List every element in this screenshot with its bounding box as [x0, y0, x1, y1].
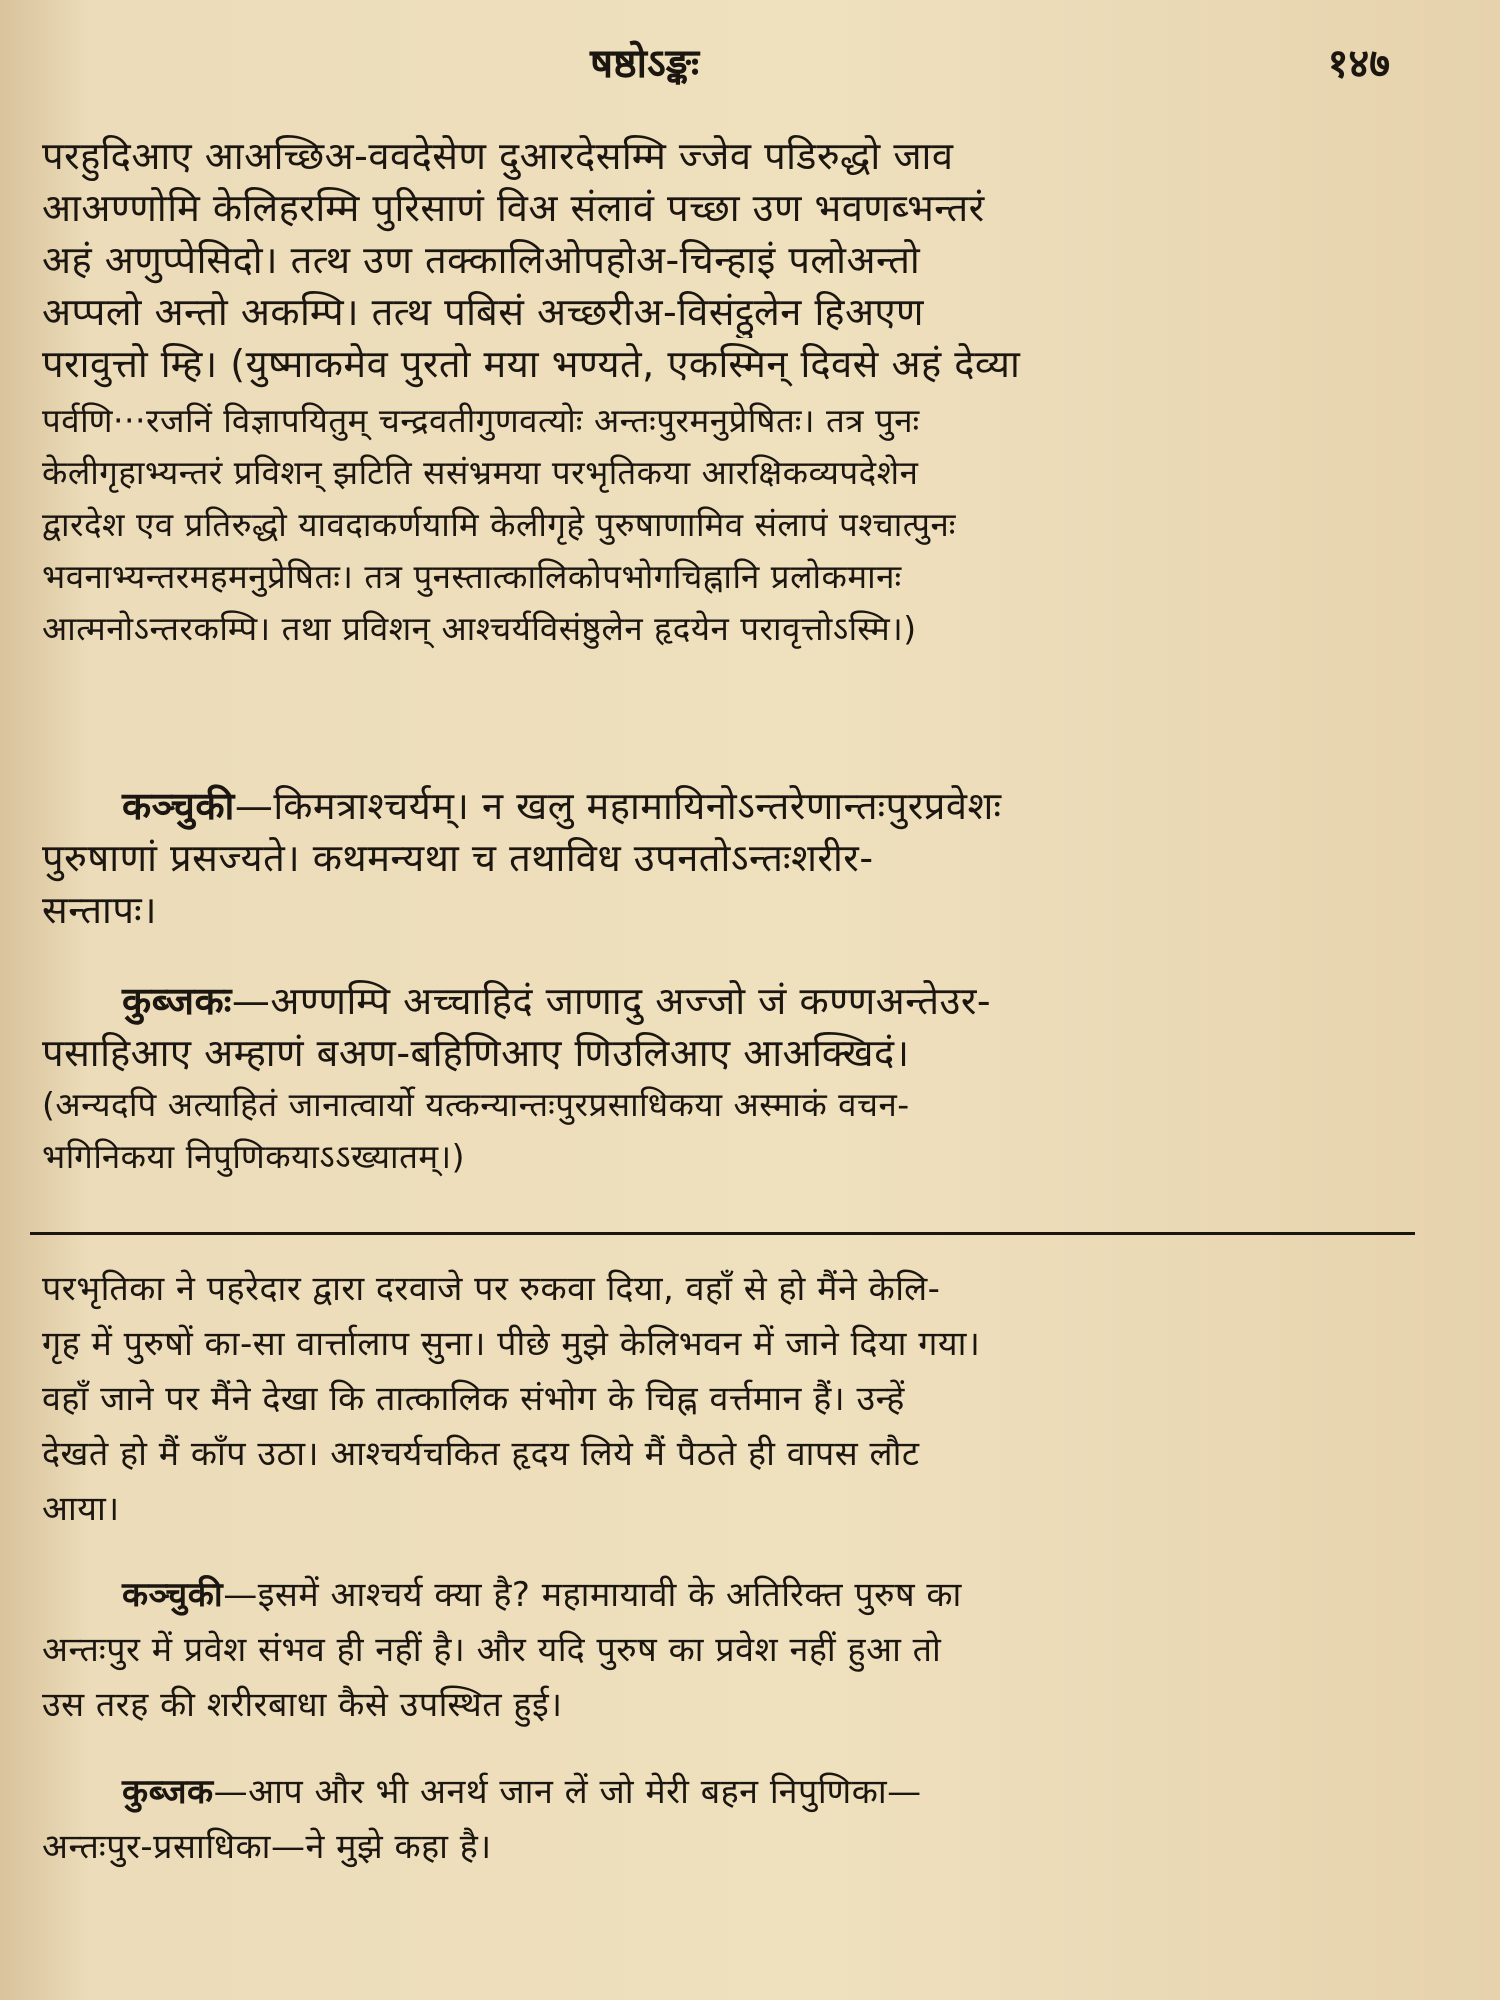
text-line: पुरुषाणां प्रसज्यते। कथमन्यथा च तथाविध उपनतोऽन्तःशरीर- — [42, 836, 874, 880]
text-line: पर्वणि···रजनिं विज्ञापयितुम् चन्द्रवतीगुणवत्योः अन्तःपुरमनुप्रेषितः। तत्र पुनः — [42, 401, 920, 440]
running-head: षष्ठोऽङ्कः — [590, 41, 700, 87]
speech-text: —किमत्राश्चर्यम्। न खलु महामायिनोऽन्तरेणान्तःपुरप्रवेशः — [234, 784, 1002, 828]
text-line: वहाँ जाने पर मैंने देखा कि तात्कालिक संभोग के चिह्न वर्त्तमान हैं। उन्हें — [42, 1379, 905, 1419]
hindi-kanchuki — [42, 1568, 1387, 1733]
text-line: गृह में पुरुषों का-सा वार्त्तालाप सुना। पीछे मुझे केलिभवन में जाने दिया गया। — [42, 1324, 981, 1364]
text-line — [42, 1568, 1387, 1623]
text-line: परभृतिका ने पहरेदार द्वारा दरवाजे पर रुकवा दिया, वहाँ से हो मैंने केलि- — [42, 1269, 941, 1309]
text-line: केलीगृहाभ्यन्तरं प्रविशन् झटिति ससंभ्रमया परभृतिकया आरक्षिकव्यपदेशेन — [42, 453, 919, 492]
speaker-name: कुब्जकः — [122, 979, 232, 1023]
speech-text: —आप और भी अनर्थ जान लें जो मेरी बहन निपुणिका— — [213, 1772, 922, 1812]
speaker-name: कञ्चुकी — [122, 784, 235, 828]
text-line — [42, 975, 1387, 1027]
text-line: भगिनिकया निपुणिकयाऽऽख्यातम्।) — [42, 1137, 465, 1176]
speaker-name: कञ्चुकी — [122, 1575, 224, 1615]
text-line: आया। — [42, 1489, 120, 1529]
text-line: परावुत्तो म्हि। (युष्माकमेव पुरतो मया भण्यते, एकस्मिन् दिवसे अहं देव्या — [42, 342, 1021, 386]
speech-text: —इसमें आश्चर्य क्या है? महामायावी के अतिरिक्त पुरुष का — [223, 1575, 962, 1615]
kanchuki-speech — [42, 780, 1387, 936]
text-line: आअण्णोमि केलिहरम्मि पुरिसाणं विअ संलावं पच्छा उण भवणब्भन्तरं — [42, 186, 985, 230]
text-line: पसाहिआए अम्हाणं बअण-बहिणिआए णिउलिआए आअक्खिदं। — [42, 1031, 910, 1075]
section-divider — [30, 1232, 1415, 1235]
text-line: अन्तःपुर-प्रसाधिका—ने मुझे कहा है। — [42, 1827, 492, 1867]
prakrit-passage — [42, 130, 1387, 390]
text-line: अप्पलो अन्तो अकम्पि। तत्थ पबिसं अच्छरीअ-विसंट्ठुलेन हिअएण — [42, 290, 924, 334]
sanskrit-chaya — [42, 395, 1387, 655]
text-line: (अन्यदपि अत्याहितं जानात्वार्यो यत्कन्यान्तःपुरप्रसाधिकया अस्माकं वचन- — [42, 1085, 910, 1124]
text-line: भवनाभ्यन्तरमहमनुप्रेषितः। तत्र पुनस्तात्कालिकोपभोगचिह्नानि प्रलोकमानः — [42, 557, 902, 596]
text-line: अन्तःपुर में प्रवेश संभव ही नहीं है। और यदि पुरुष का प्रवेश नहीं हुआ तो — [42, 1630, 942, 1670]
page-header — [0, 28, 1500, 98]
speech-text: —अण्णम्पि अच्चाहिदं जाणादु अज्जो जं कण्णअन्तेउर- — [231, 979, 992, 1023]
page-number: १४७ — [1327, 41, 1390, 87]
text-line: अहं अणुप्पेसिदो। तत्थ उण तक्कालिओपहोअ-चिन्हाइं पलोअन्तो — [42, 238, 921, 282]
speaker-name: कुब्जक — [122, 1772, 214, 1812]
text-line: देखते हो मैं काँप उठा। आश्चर्यचकित हृदय लिये मैं पैठते ही वापस लौट — [42, 1434, 920, 1474]
hindi-translation — [42, 1262, 1387, 1537]
text-line — [42, 780, 1387, 832]
text-line: द्वारदेश एव प्रतिरुद्धो यावदाकर्णयामि केलीगृहे पुरुषाणामिव संलापं पश्चात्पुनः — [42, 505, 956, 544]
text-line: परहुदिआए आअच्छिअ-ववदेसेण दुआरदेसम्मि ज्जेव पडिरुद्धो जाव — [42, 134, 954, 178]
text-line: उस तरह की शरीरबाधा कैसे उपस्थित हुई। — [42, 1685, 563, 1725]
text-line — [42, 1765, 1387, 1820]
text-line: आत्मनोऽन्तरकम्पि। तथा प्रविशन् आश्चर्यविसंष्ठुलेन हृदयेन परावृत्तोऽस्मि।) — [42, 609, 917, 648]
hindi-kubjaka — [42, 1765, 1387, 1875]
kubjaka-speech — [42, 975, 1387, 1183]
text-line: सन्तापः। — [42, 888, 158, 932]
